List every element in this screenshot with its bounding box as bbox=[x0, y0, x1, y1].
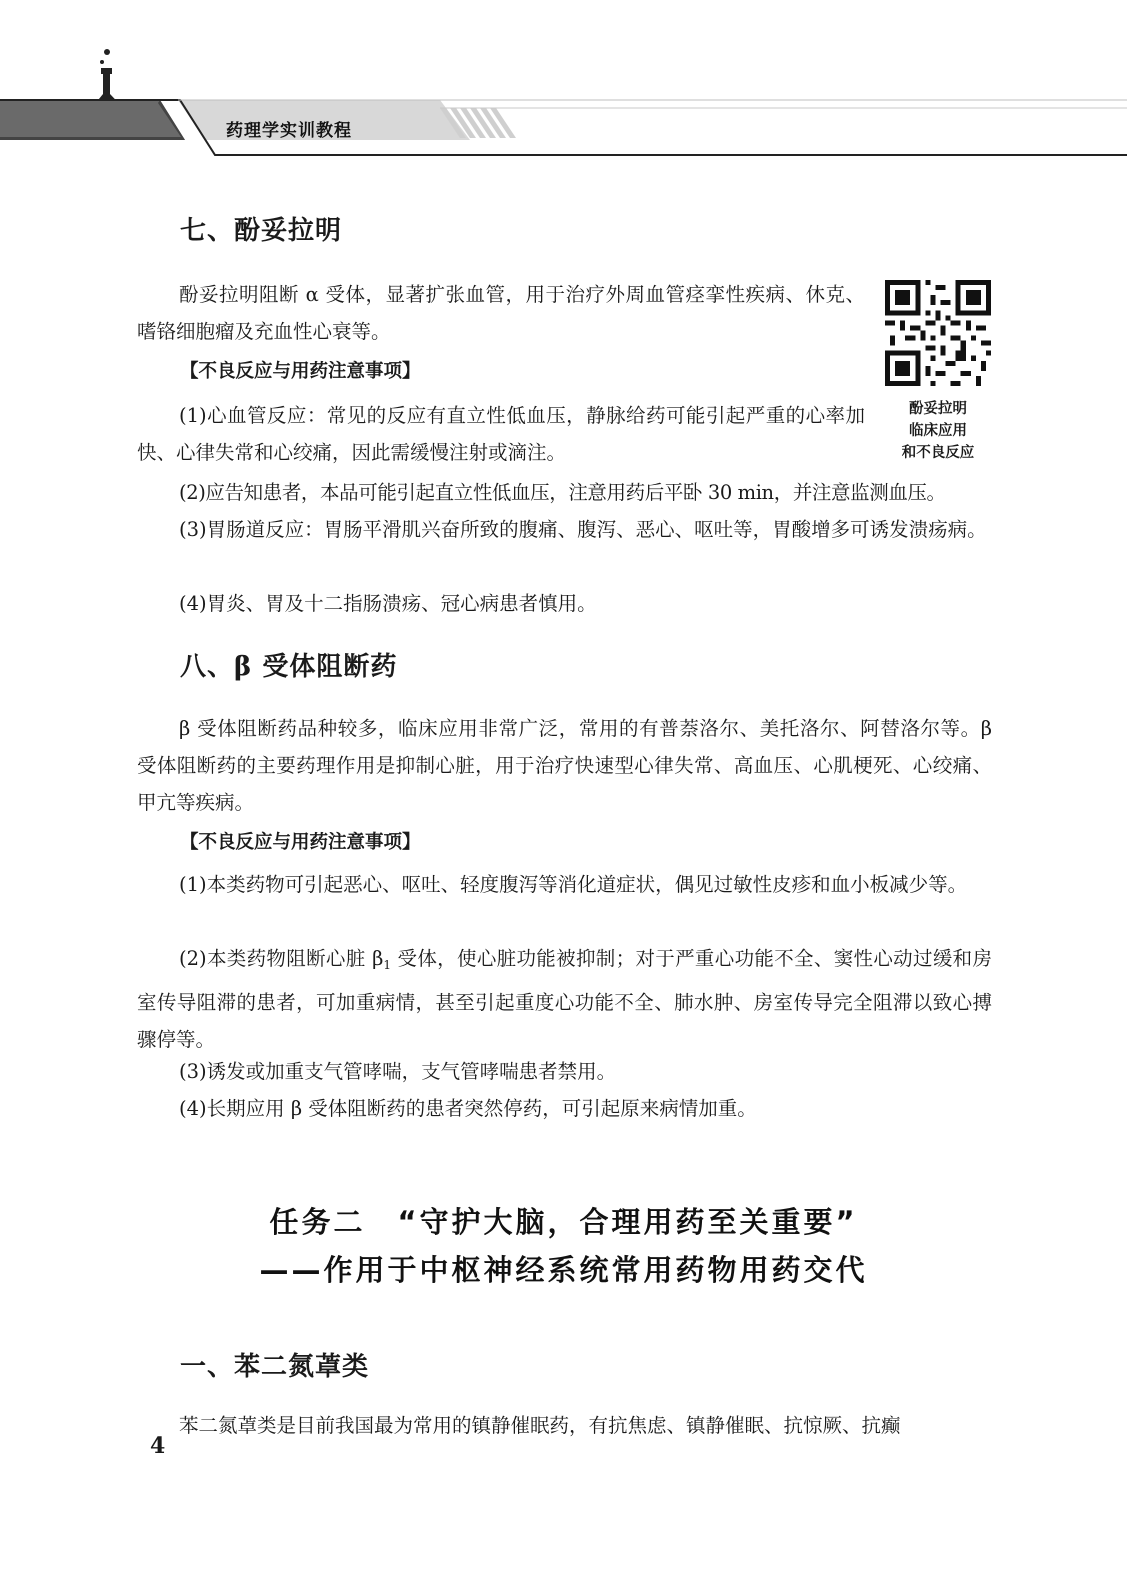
list-item: (3)诱发或加重支气管哮喘，支气管哮喘患者禁用。 bbox=[179, 1060, 617, 1083]
paragraph-benzodiazepines-intro: 苯二氮䓬类是目前我国最为常用的镇静催眠药，有抗焦虑、镇静催眠、抗惊厥、抗癫 bbox=[179, 1414, 901, 1437]
paragraph-phentolamine-intro: 酚妥拉明阻断 α 受体，显著扩张血管，用于治疗外周血管痉挛性疾病、休克、嗜铬细胞瘤及充血性心衰等。 bbox=[137, 283, 865, 343]
header-decoration bbox=[0, 0, 1127, 165]
list-item: (2)应告知患者，本品可能引起直立性低血压，注意用药后平卧 30 min，并注意监测血压。 bbox=[179, 481, 946, 504]
list-item: (4)胃炎、胃及十二指肠溃疡、冠心病患者慎用。 bbox=[179, 592, 597, 615]
paragraph-beta-blockers-intro: β 受体阻断药品种较多，临床应用非常广泛，常用的有普萘洛尔、美托洛尔、阿替洛尔等。β 受体阻断药的主要药理作用是抑制心脏，用于治疗快速型心律失常、高血压、心肌梗死、心绞痛、甲亢等疾病。 bbox=[137, 717, 992, 814]
qr-caption-line: 临床应用 bbox=[909, 423, 967, 439]
qr-caption bbox=[868, 398, 1008, 464]
subscript: 1 bbox=[383, 958, 391, 972]
list-item bbox=[137, 940, 992, 1058]
subheading-adverse-reactions: 【不良反应与用药注意事项】 bbox=[180, 361, 421, 382]
book-title: 药理学实训教程 bbox=[226, 121, 352, 141]
subheading-adverse-reactions: 【不良反应与用药注意事项】 bbox=[180, 832, 421, 853]
list-item-text: 受体，使心脏功能被抑制；对于严重心功能不全、窦性心动过缓和房室传导阻滞的患者，可加重病情，甚至引起重度心功能不全、肺水肿、房室传导完全阻滞以致心搏骤停等。 bbox=[137, 947, 992, 1051]
running-header bbox=[0, 0, 1127, 165]
list-item: (1)心血管反应：常见的反应有直立性低血压，静脉给药可能引起严重的心率加快、心律失常和心绞痛，因此需缓慢注射或滴注。 bbox=[137, 404, 865, 464]
list-item: (1)本类药物可引起恶心、呕吐、轻度腹泻等消化道症状，偶见过敏性皮疹和血小板减少等。 bbox=[179, 873, 968, 896]
section-heading-phentolamine: 七、酚妥拉明 bbox=[180, 216, 343, 246]
page-number: 4 bbox=[150, 1433, 166, 1459]
section-heading-beta-blockers: 八、β 受体阻断药 bbox=[180, 652, 398, 682]
task-title-line-1: 任务二 “守护大脑，合理用药至关重要” bbox=[269, 1205, 858, 1239]
task-title-line-2: ——作用于中枢神经系统常用药物用药交代 bbox=[259, 1253, 868, 1287]
section-heading-benzodiazepines: 一、苯二氮䓬类 bbox=[180, 1352, 370, 1382]
list-item: (3)胃肠道反应：胃肠平滑肌兴奋所致的腹痛、腹泻、恶心、呕吐等，胃酸增多可诱发溃疡病。 bbox=[179, 518, 987, 541]
qr-code-image[interactable] bbox=[885, 280, 991, 386]
list-item-text: (2)本类药物阻断心脏 β bbox=[179, 947, 384, 970]
list-item: (4)长期应用 β 受体阻断药的患者突然停药，可引起原来病情加重。 bbox=[179, 1097, 757, 1120]
qr-caption-line: 和不良反应 bbox=[901, 445, 975, 461]
qr-caption-line: 酚妥拉明 bbox=[909, 401, 967, 417]
